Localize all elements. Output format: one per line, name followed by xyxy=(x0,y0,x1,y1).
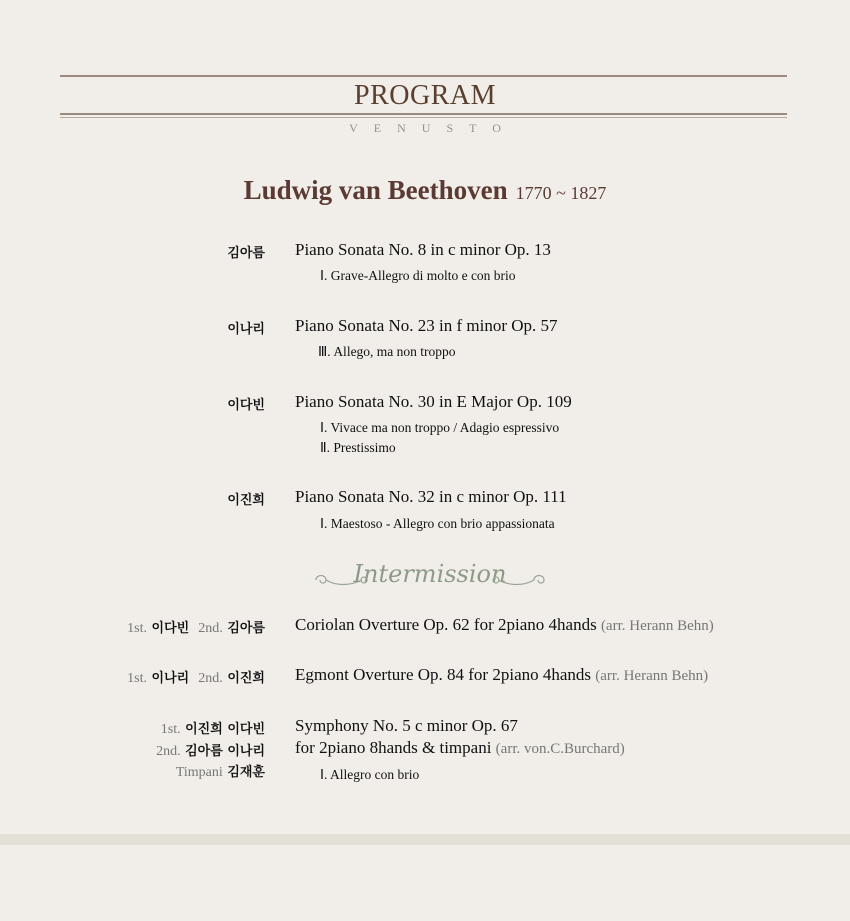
work-title: Coriolan Overture Op. 62 for 2piano 4hands (arr. Herann Behn) xyxy=(295,615,714,634)
work-title: Egmont Overture Op. 84 for 2piano 4hands (arr. Herann Behn) xyxy=(295,665,709,684)
movement: Ⅰ. Vivace ma non troppo / Adagio espressivo xyxy=(320,420,560,435)
intermission-divider xyxy=(310,560,550,594)
intermission-label: Intermission xyxy=(353,560,507,588)
composer-heading xyxy=(0,175,850,206)
work-title: Piano Sonata No. 32 in c minor Op. 111 xyxy=(295,487,567,506)
movement: Ⅰ. Allegro con brio xyxy=(320,767,420,782)
movement: Ⅰ. Grave-Allegro di molto e con brio xyxy=(320,268,516,283)
performers: 1st. 이나리 2nd. 이진희 xyxy=(127,671,265,686)
performers: 1st. 이다빈 2nd. 김아름 xyxy=(127,621,265,636)
performers: Timpani 김재훈 xyxy=(175,765,265,780)
composer-name: Ludwig van Beethoven xyxy=(243,175,508,205)
page-title: PROGRAM xyxy=(354,80,496,111)
header-bottom-rule-1 xyxy=(60,113,787,115)
arranger: (arr. Herann Behn) xyxy=(600,618,714,634)
movement: Ⅲ. Allego, ma non troppo xyxy=(318,344,456,359)
performer: 이진희 xyxy=(227,493,265,508)
performers: 1st. 이진희 이다빈 xyxy=(160,722,265,737)
performer: 김아름 xyxy=(227,246,265,261)
flourish-right-icon xyxy=(490,570,548,590)
performer: 이나리 xyxy=(227,322,265,337)
page-subtitle: VENUSTO xyxy=(349,121,517,135)
performer: 이다빈 xyxy=(227,398,265,413)
arranger: (arr. von.C.Burchard) xyxy=(495,741,625,757)
work-title: Piano Sonata No. 8 in c minor Op. 13 xyxy=(295,240,551,259)
header-top-rule xyxy=(60,75,787,77)
footer-band xyxy=(0,834,850,845)
work-title: Piano Sonata No. 23 in f minor Op. 57 xyxy=(295,316,558,335)
work-title: Symphony No. 5 c minor Op. 67 xyxy=(295,716,518,735)
header-bottom-rule-2 xyxy=(60,117,787,118)
arranger: (arr. Herann Behn) xyxy=(595,668,709,684)
movement: Ⅰ. Maestoso - Allegro con brio appassionata xyxy=(320,516,555,531)
composer-years: 1770 ~ 1827 xyxy=(515,183,607,203)
work-title: Piano Sonata No. 30 in E Major Op. 109 xyxy=(295,392,572,411)
movement: Ⅱ. Prestissimo xyxy=(320,440,396,455)
performers: 2nd. 김아름 이나리 xyxy=(156,744,265,759)
work-title-line2: for 2piano 8hands & timpani (arr. von.C.Burchard) xyxy=(295,738,625,757)
